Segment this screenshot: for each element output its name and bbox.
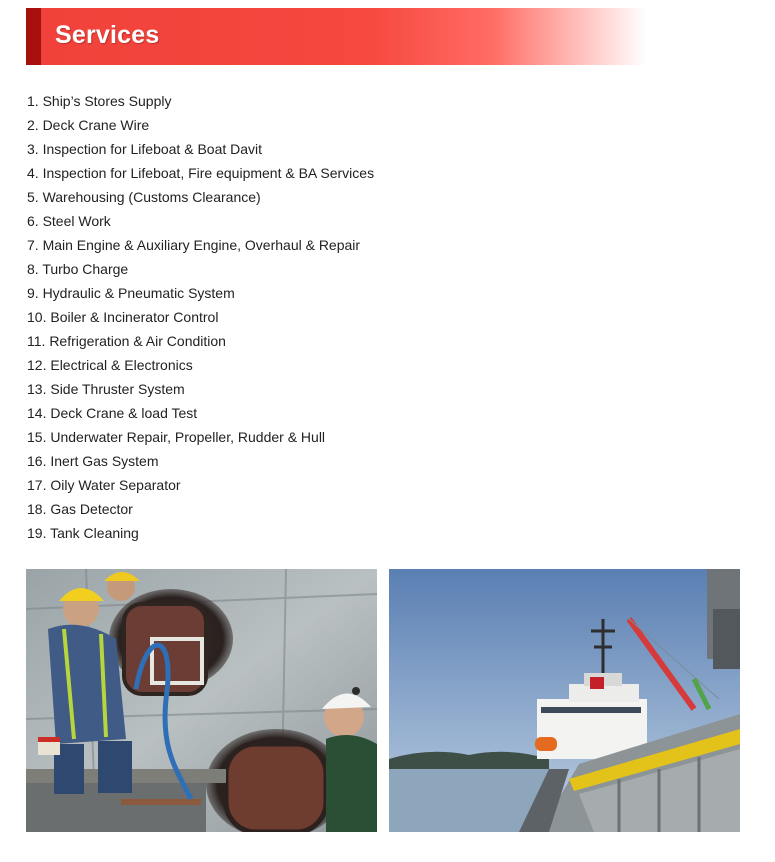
list-item: 17. Oily Water Separator — [27, 477, 181, 493]
list-item: 6. Steel Work — [27, 213, 111, 229]
list-item: 9. Hydraulic & Pneumatic System — [27, 285, 235, 301]
list-item: 10. Boiler & Incinerator Control — [27, 309, 219, 325]
list-item: 2. Deck Crane Wire — [27, 117, 150, 133]
list-item: 15. Underwater Repair, Propeller, Rudder & Hull — [27, 429, 326, 445]
hull-repair-illustration — [26, 569, 377, 832]
list-item: 18. Gas Detector — [27, 501, 133, 517]
list-item: 19. Tank Cleaning — [27, 525, 139, 541]
list-item: 5. Warehousing (Customs Clearance) — [27, 189, 261, 205]
list-item: 4. Inspection for Lifeboat, Fire equipment & BA Services — [27, 165, 375, 181]
list-item: 13. Side Thruster System — [27, 381, 185, 397]
services-banner — [26, 8, 646, 65]
list-item: 3. Inspection for Lifeboat & Boat Davit — [27, 141, 263, 157]
photo-hull-repair-workers — [26, 569, 377, 832]
list-item: 7. Main Engine & Auxiliary Engine, Overhaul & Repair — [27, 237, 361, 253]
banner-accent-bar — [26, 8, 41, 65]
list-item: 12. Electrical & Electronics — [27, 357, 193, 373]
ship-deck-illustration — [389, 569, 740, 832]
list-item: 16. Inert Gas System — [27, 453, 159, 469]
list-item: 14. Deck Crane & load Test — [27, 405, 198, 421]
list-item: 11. Refrigeration & Air Condition — [27, 333, 226, 349]
services-list — [27, 89, 374, 545]
list-item: 8. Turbo Charge — [27, 261, 129, 277]
photo-ship-deck — [389, 569, 740, 832]
list-item: 1. Ship’s Stores Supply — [27, 93, 172, 109]
page-title: Services — [55, 21, 160, 49]
